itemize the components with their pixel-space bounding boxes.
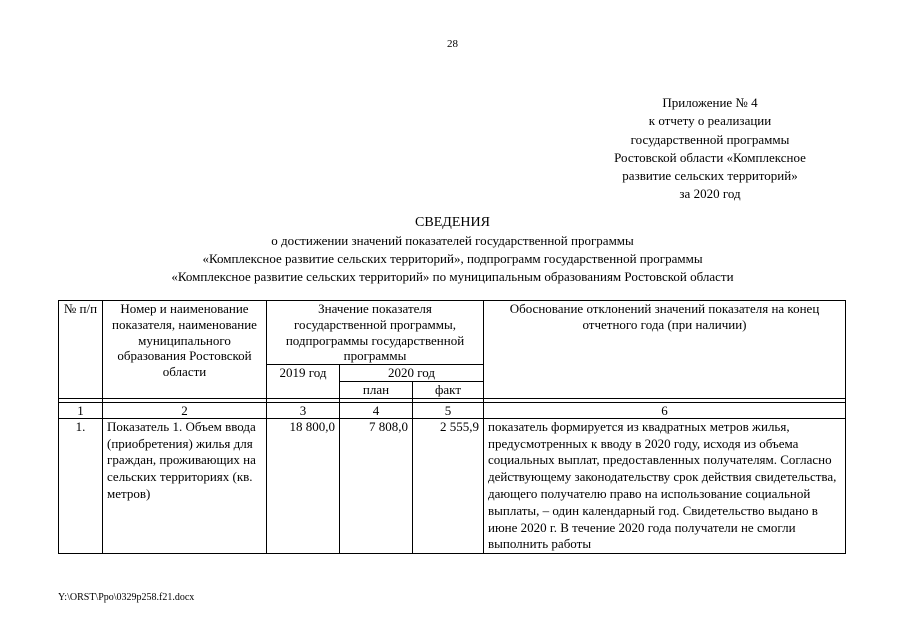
file-path-footer: Y:\ORST\Ppo\0329p258.f21.docx: [58, 592, 195, 603]
column-number: 5: [413, 402, 484, 418]
appendix-line: Приложение № 4: [662, 95, 758, 110]
header-year-2020: 2020 год: [340, 365, 484, 382]
title-line: о достижении значений показателей государственной программы: [271, 233, 634, 248]
column-number: 4: [340, 402, 413, 418]
page-number: 28: [447, 38, 458, 50]
appendix-line: Ростовской области «Комплексное: [614, 149, 806, 165]
document-title: [0, 214, 905, 286]
column-number-row: [59, 402, 846, 418]
header-number: № п/п: [59, 301, 103, 399]
table-row: [59, 418, 846, 553]
header-indicator-name: Номер и наименование показателя, наименование муниципального образования Ростовской области: [103, 301, 267, 399]
header-indicator-value: Значение показателя государственной программы, подпрограммы государственной программы: [267, 301, 484, 365]
appendix-line: к отчету о реализации: [648, 113, 772, 129]
title-line: «Комплексное развитие сельских территорий», подпрограмм государственной программы: [202, 251, 703, 266]
header-deviation-reason: Обоснование отклонений значений показателя на конец отчетного года (при наличии): [484, 301, 846, 399]
header-plan: план: [340, 381, 413, 398]
appendix-line: государственной программы: [630, 131, 790, 147]
title-main: СВЕДЕНИЯ: [415, 215, 490, 230]
column-number: 2: [103, 402, 267, 418]
column-number: 1: [59, 402, 103, 418]
header-fact: факт: [413, 381, 484, 398]
appendix-line: развитие сельских территорий»: [622, 168, 798, 184]
row-number: 1.: [59, 418, 103, 553]
column-number: 3: [267, 402, 340, 418]
appendix-line: за 2020 год: [679, 186, 741, 202]
value-2019: 18 800,0: [267, 418, 340, 553]
appendix-header: [585, 94, 835, 204]
table-header-row: [59, 301, 846, 365]
plan-2020: 7 808,0: [340, 418, 413, 553]
header-year-2019: 2019 год: [267, 365, 340, 399]
title-line: «Комплексное развитие сельских территорий» по муниципальным образованиям Ростовской области: [171, 269, 734, 284]
indicators-table: [58, 300, 846, 554]
fact-2020: 2 555,9: [413, 418, 484, 553]
column-number: 6: [484, 402, 846, 418]
indicator-name: Показатель 1. Объем ввода (приобретения) жилья для граждан, проживающих на сельских территориях (кв. метров): [103, 418, 267, 553]
deviation-reason: показатель формируется из квадратных метров жилья, предусмотренных к вводу в 2020 году, исходя из объема социальных выплат, предоставленных получателям. Согласно действующему законодательству срок действия свидетельства, дающего получателю право на использование социальной выплаты, – один календарный год. Свидетельство выдано в июне 2020 г. В течение 2020 года получатели не смогли выполнить работы: [484, 418, 846, 553]
